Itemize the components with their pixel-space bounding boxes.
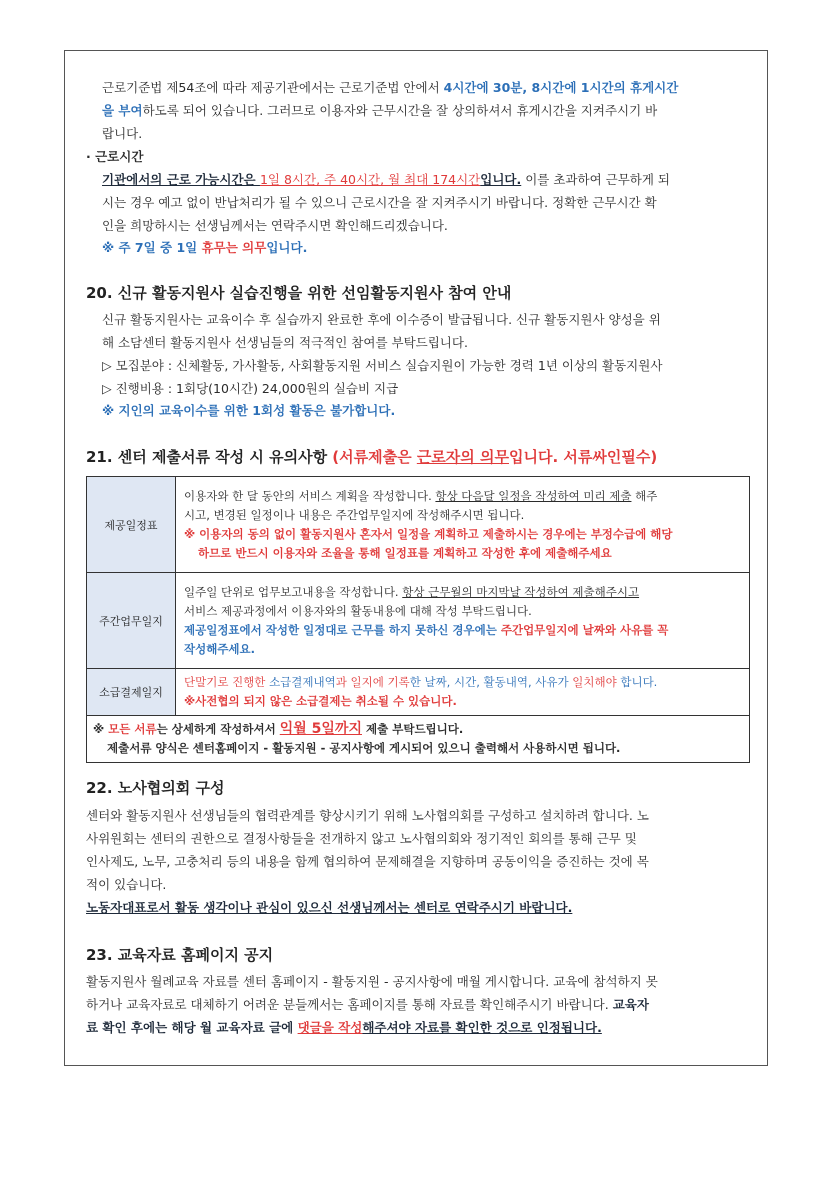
s20-line-1: 신규 활동지원사는 교육이수 후 실습까지 완료한 후에 이수증이 발급됩니다. 신규 활동지원사 양성을 위: [102, 312, 661, 327]
work-hours-line-2: 시는 경우 예고 없이 반납처리가 될 수 있으니 근로시간을 잘 지켜주시기 바랍니다. 정확한 근무시간 확: [102, 195, 657, 210]
table-row: [87, 573, 750, 669]
intro-line-1: 근로기준법 제54조에 따라 제공기관에서는 근로기준법 안에서 4시간에 30분, 8시간에 1시간의 휴게시간: [102, 80, 679, 95]
submission-docs-table: [86, 476, 750, 763]
s23-line-1: 활동지원사 월례교육 자료를 센터 홈페이지 - 활동지원 - 공지사항에 매월 게시합니다. 교육에 참석하지 못: [86, 974, 658, 989]
s23-line-3: 료 확인 후에는 해당 월 교육자료 글에 댓글을 작성해주셔야 자료를 확인한 것으로 인정됩니다.: [86, 1020, 602, 1035]
work-hours-note: ※ 주 7일 중 1일 휴무는 의무입니다.: [102, 240, 308, 255]
work-hours-heading: · 근로시간: [86, 149, 144, 164]
row-content: 단말기로 진행한 소급결제내역과 일지에 기록한 날짜, 시간, 활동내역, 사유가 일치해야 합니다. ※사전협의 되지 않은 소급결제는 취소될 수 있습니다.: [176, 669, 750, 716]
section-22-title: 22. 노사협의회 구성: [86, 779, 225, 797]
work-hours-line-1: 기관에서의 근로 가능시간은 1일 8시간, 주 40시간, 월 최대 174시간입니다. 이를 초과하여 근무하게 되: [102, 172, 670, 187]
table-footer-note: ※ 모든 서류는 상세하게 작성하셔서 익월 5일까지 제출 부탁드립니다. 제출서류 양식은 센터홈페이지 - 활동지원 - 공지사항에 게시되어 있으니 출력해서 사용하시면 됩니다.: [87, 716, 750, 763]
s22-line-1: 센터와 활동지원사 선생님들의 협력관계를 향상시키기 위해 노사협의회를 구성하고 설치하려 합니다. 노: [86, 808, 649, 823]
s22-contact-note: 노동자대표로서 활동 생각이나 관심이 있으신 선생님께서는 센터로 연락주시기 바랍니다.: [86, 900, 573, 915]
s20-item-1: ▷ 모집분야 : 신체활동, 가사활동, 사회활동지원 서비스 실습지원이 가능한 경력 1년 이상의 활동지원사: [102, 358, 663, 373]
s20-note: ※ 지인의 교육이수를 위한 1회성 활동은 불가합니다.: [102, 403, 396, 418]
table-footer-row: [87, 716, 750, 763]
row-content: 이용자와 한 달 동안의 서비스 계획을 작성합니다. 항상 다음달 일정을 작성하여 미리 제출 해주 시고, 변경된 일정이나 내용은 주간업무일지에 작성해주시면 됩니다. ※ 이용자의 동의 없이 활동지원사 혼자서 일정을 계획하고 제출하시는 경우에는 부정수급에 해당 하므로 반드시 이용자와 조율을 통해 일정표를 계획하고 작성한 후에 제출해주세요: [176, 477, 750, 573]
row-label: 제공일정표: [87, 477, 176, 573]
section-23-title: 23. 교육자료 홈페이지 공지: [86, 946, 274, 964]
s22-line-4: 적이 있습니다.: [86, 877, 167, 892]
section-20-title: 20. 신규 활동지원사 실습진행을 위한 선임활동지원사 참여 안내: [86, 284, 512, 302]
row-label: 소급결제일지: [87, 669, 176, 716]
s20-item-2: ▷ 진행비용 : 1회당(10시간) 24,000원의 실습비 지급: [102, 381, 399, 396]
section-21-title: 21. 센터 제출서류 작성 시 유의사항 (서류제출은 근로자의 의무입니다. 서류싸인필수): [86, 448, 658, 466]
intro-line-3: 랍니다.: [102, 126, 143, 141]
table-row: [87, 477, 750, 573]
s23-line-2: 하거나 교육자료로 대체하기 어려운 분들께서는 홈페이지를 통해 자료를 확인해주시기 바랍니다. 교육자: [86, 997, 649, 1012]
s20-line-2: 해 소담센터 활동지원사 선생님들의 적극적인 참여를 부탁드립니다.: [102, 335, 468, 350]
intro-line-2: 을 부여하도록 되어 있습니다. 그러므로 이용자와 근무시간을 잘 상의하셔서 휴게시간을 지켜주시기 바: [102, 103, 658, 118]
row-label: 주간업무일지: [87, 573, 176, 669]
table-row: [87, 669, 750, 716]
work-hours-line-3: 인을 희망하시는 선생님께서는 연락주시면 확인해드리겠습니다.: [102, 218, 448, 233]
s22-line-3: 인사제도, 노무, 고충처리 등의 내용을 함께 협의하여 문제해결을 지향하며 공동이익을 증진하는 것에 목: [86, 854, 649, 869]
row-content: 일주일 단위로 업무보고내용을 작성합니다. 항상 근무월의 마지막날 작성하여 제출해주시고 서비스 제공과정에서 이용자와의 활동내용에 대해 작성 부탁드립니다. 제공일정표에서 작성한 일정대로 근무를 하지 못하신 경우에는 주간업무일지에 날짜와 사유를 꼭 작성해주세요.: [176, 573, 750, 669]
s22-line-2: 사위원회는 센터의 권한으로 결정사항들을 전개하지 않고 노사협의회와 정기적인 회의를 통해 근무 및: [86, 831, 637, 846]
